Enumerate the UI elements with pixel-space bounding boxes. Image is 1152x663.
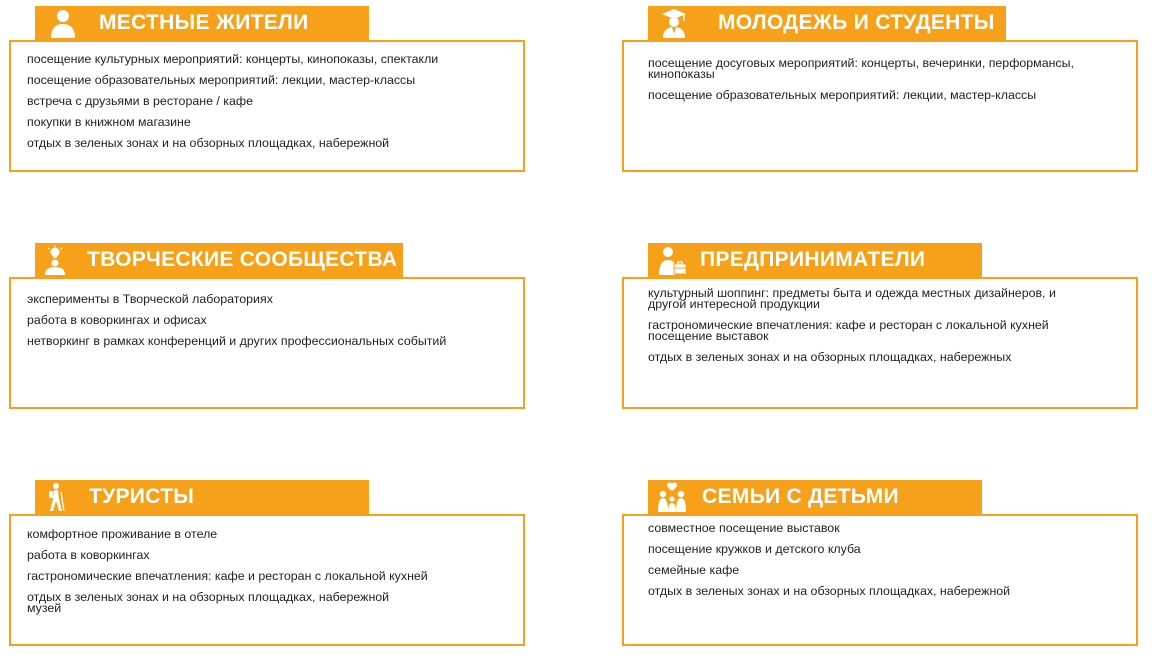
card-title: СЕМЬИ С ДЕТЬМИ [702, 485, 899, 508]
family-heart-icon [652, 480, 692, 514]
activity-list [11, 42, 523, 149]
businessman-briefcase-icon [652, 243, 692, 277]
card-body [9, 277, 525, 409]
activity-list [624, 279, 1136, 363]
activity-list [624, 42, 1136, 101]
list-item: отдых в зеленых зонах и на обзорных площадках, набережной [27, 136, 390, 150]
list-item: отдых в зеленых зонах и на обзорных площадках, набережной музей [27, 590, 390, 615]
list-item: отдых в зеленых зонах и на обзорных площадках, набережных [648, 350, 1012, 364]
list-item: посещение образовательных мероприятий: лекции, мастер-классы [648, 88, 1037, 102]
card-entrepreneurs [622, 243, 1138, 410]
list-item: культурный шоппинг: предметы быта и одежда местных дизайнеров, и другой интересной продукции [648, 286, 1056, 311]
list-item: отдых в зеленых зонах и на обзорных площадках, набережной [648, 584, 1011, 598]
list-item: работа в коворкингах и офисах [27, 313, 207, 327]
list-item: комфортное проживание в отеле [27, 527, 218, 541]
card-youth-students [622, 6, 1138, 173]
card-tourists [9, 480, 525, 647]
graduate-icon [654, 6, 694, 40]
list-item: совместное посещение выставок [648, 521, 840, 535]
lightbulb-person-icon [35, 243, 75, 277]
card-title: МЕСТНЫЕ ЖИТЕЛИ [99, 11, 309, 34]
list-item: покупки в книжном магазине [27, 115, 191, 129]
card-title: ТВОРЧЕСКИЕ СООБЩЕСТВА [87, 248, 398, 271]
person-icon [43, 6, 83, 40]
list-item: нетворкинг в рамках конференций и других профессиональных событий [27, 334, 447, 348]
list-item: посещение кружков и детского клуба [648, 542, 861, 556]
card-body [622, 277, 1138, 409]
activity-list [11, 279, 523, 347]
card-header [35, 480, 369, 514]
activity-list [624, 516, 1136, 597]
list-item: эксперименты в Творческой лабораториях [27, 292, 273, 306]
list-item: посещение образовательных мероприятий: лекции, мастер-классы [27, 73, 416, 87]
hiker-icon [35, 480, 75, 514]
card-families [622, 480, 1138, 647]
card-local-residents [9, 6, 525, 173]
activity-list [11, 516, 523, 614]
card-header [648, 6, 1006, 40]
list-item: гастрономические впечатления: кафе и ресторан с локальной кухней [27, 569, 428, 583]
card-body [622, 40, 1138, 172]
card-creative-communities [9, 243, 525, 410]
card-header [648, 243, 982, 277]
list-item: семейные кафе [648, 563, 740, 577]
card-body [9, 514, 525, 646]
list-item: посещение досуговых мероприятий: концерты, вечеринки, перформансы, кинопоказы [648, 56, 1074, 81]
list-item: посещение культурных мероприятий: концерты, кинопоказы, спектакли [27, 52, 439, 66]
list-item: встреча с друзьями в ресторане / кафе [27, 94, 253, 108]
card-title: ТУРИСТЫ [89, 485, 195, 508]
card-header [648, 480, 982, 514]
list-item: гастрономические впечатления: кафе и ресторан с локальной кухней посещение выставок [648, 318, 1049, 343]
card-body [622, 514, 1138, 646]
card-title: ПРЕДПРИНИМАТЕЛИ [700, 248, 926, 271]
list-item: работа в коворкингах [27, 548, 150, 562]
card-header [35, 6, 369, 40]
card-header [35, 243, 403, 277]
card-title: МОЛОДЕЖЬ И СТУДЕНТЫ [718, 11, 995, 34]
card-body [9, 40, 525, 172]
